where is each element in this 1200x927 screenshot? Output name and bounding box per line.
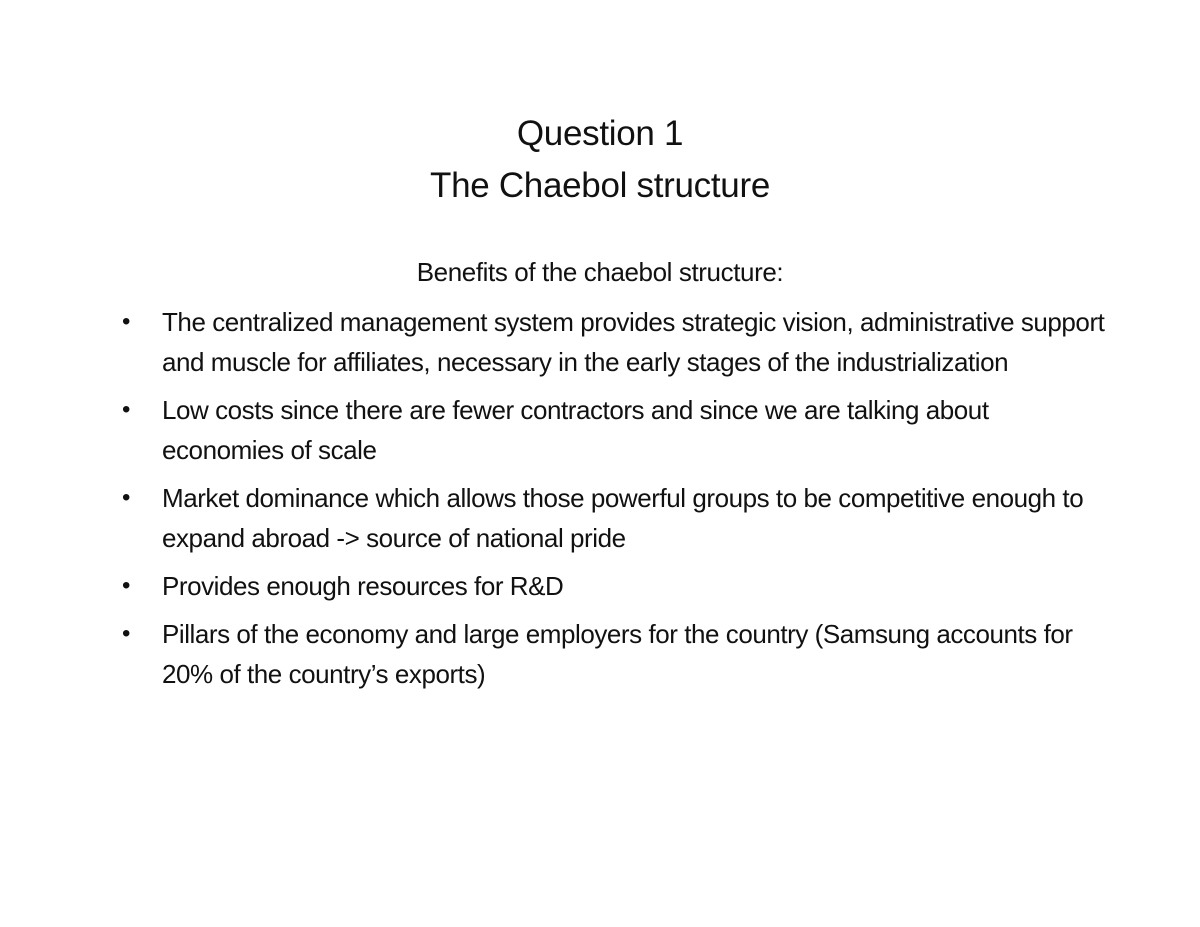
list-item: [114, 614, 1114, 694]
list-item: [114, 302, 1114, 382]
bullet-text: Pillars of the economy and large employers for the country (Samsung accounts for 20% of the country’s exports): [162, 619, 1073, 689]
bullet-icon: •: [122, 308, 130, 335]
bullet-text: Low costs since there are fewer contractors and since we are talking about economies of scale: [162, 395, 989, 465]
title-question: Question 1: [516, 114, 684, 153]
bullet-icon: •: [122, 396, 130, 423]
bullet-text: The centralized management system provides strategic vision, administrative support and muscle for affiliates, necessary in the early stages of the industrialization: [162, 307, 1105, 377]
list-item: [114, 566, 1114, 606]
bullet-text: Market dominance which allows those powerful groups to be competitive enough to expand abroad -> source of national pride: [162, 483, 1084, 553]
bullet-icon: •: [122, 620, 130, 647]
list-item: [114, 390, 1114, 470]
bullet-text: Provides enough resources for R&D: [162, 571, 564, 601]
benefits-list: [114, 302, 1114, 702]
bullet-icon: •: [122, 572, 130, 599]
bullet-icon: •: [122, 484, 130, 511]
benefits-heading: Benefits of the chaebol structure:: [416, 257, 784, 287]
title-topic: The Chaebol structure: [430, 166, 770, 205]
list-item: [114, 478, 1114, 558]
slide-title: [0, 108, 1200, 212]
